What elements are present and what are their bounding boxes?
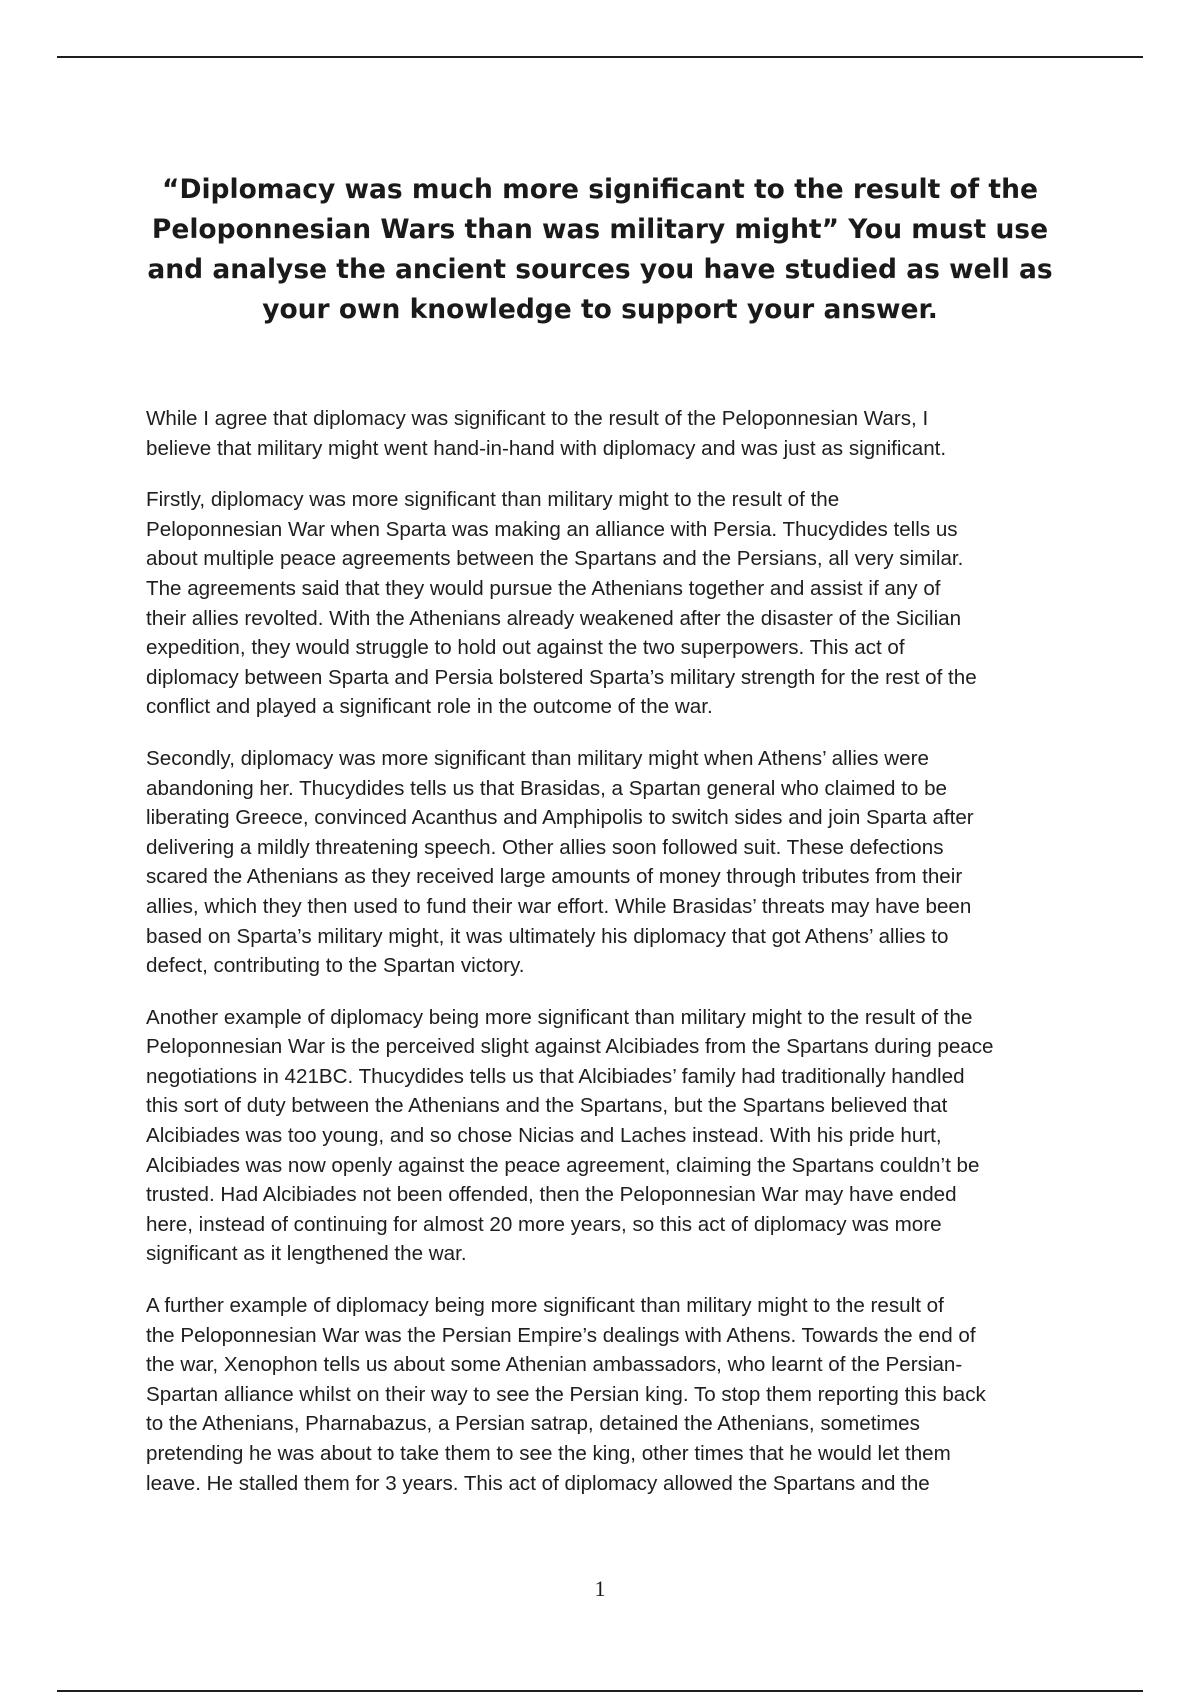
text-line: trusted. Had Alcibiades not been offended, then the Peloponnesian War may have ended xyxy=(146,1183,957,1207)
essay-title: “Diplomacy was much more significant to the result of the Peloponnesian Wars than was military might” You must use and analyse the ancient sources you have studied as well as your own knowledge to support your answer. xyxy=(147,174,1053,325)
paragraph-firstly xyxy=(146,485,1071,722)
text-line: Alcibiades was too young, and so chose Nicias and Laches instead. With his pride hurt, xyxy=(146,1124,942,1148)
text-line: here, instead of continuing for almost 20 more years, so this act of diplomacy was more xyxy=(146,1212,942,1236)
text-line: this sort of duty between the Athenians and the Spartans, but the Spartans believed that xyxy=(146,1094,948,1118)
text-line: conflict and played a significant role in the outcome of the war. xyxy=(146,695,713,719)
text-line: expedition, they would struggle to hold out against the two superpowers. This act of xyxy=(146,636,905,660)
text-line: delivering a mildly threatening speech. Other allies soon followed suit. These defections xyxy=(146,835,944,859)
text-line: A further example of diplomacy being more significant than military might to the result of xyxy=(146,1294,944,1318)
text-line: significant as it lengthened the war. xyxy=(146,1242,467,1266)
text-line: Another example of diplomacy being more significant than military might to the result of the xyxy=(146,1005,973,1029)
text-line: abandoning her. Thucydides tells us that Brasidas, a Spartan general who claimed to be xyxy=(146,776,947,800)
text-line: about multiple peace agreements between the Spartans and the Persians, all very similar. xyxy=(146,547,964,571)
text-line: their allies revolted. With the Athenians already weakened after the disaster of the Sicilian xyxy=(146,606,962,630)
text-line: leave. He stalled them for 3 years. This act of diplomacy allowed the Spartans and the xyxy=(146,1471,930,1495)
text-line: believe that military might went hand-in-hand with diplomacy and was just as significant. xyxy=(146,436,947,460)
text-line: The agreements said that they would pursue the Athenians together and assist if any of xyxy=(146,576,941,600)
text-line: Secondly, diplomacy was more significant than military might when Athens’ allies were xyxy=(146,746,929,770)
text-line: liberating Greece, convinced Acanthus and Amphipolis to switch sides and join Sparta after xyxy=(146,806,974,830)
text-line: defect, contributing to the Spartan victory. xyxy=(146,954,525,978)
essay-body xyxy=(146,404,1071,1520)
text-line: based on Sparta’s military might, it was ultimately his diplomacy that got Athens’ allies to xyxy=(146,924,949,948)
text-line: Peloponnesian War is the perceived slight against Alcibiades from the Spartans during peace xyxy=(146,1035,994,1059)
text-line: to the Athenians, Pharnabazus, a Persian satrap, detained the Athenians, sometimes xyxy=(146,1412,920,1436)
text-line: Firstly, diplomacy was more significant than military might to the result of the xyxy=(146,488,840,512)
text-line: the Peloponnesian War was the Persian Empire’s dealings with Athens. Towards the end of xyxy=(146,1323,976,1347)
text-line: While I agree that diplomacy was significant to the result of the Peloponnesian Wars, I xyxy=(146,407,929,430)
text-line: scared the Athenians as they received large amounts of money through tributes from their xyxy=(146,865,963,889)
text-line: negotiations in 421BC. Thucydides tells us that Alcibiades’ family had traditionally handled xyxy=(146,1064,965,1088)
text-line: Alcibiades was now openly against the peace agreement, claiming the Spartans couldn’t be xyxy=(146,1153,980,1177)
text-line: diplomacy between Sparta and Persia bolstered Sparta’s military strength for the rest of the xyxy=(146,665,977,689)
footer-rule xyxy=(57,1690,1143,1692)
paragraph-further-example xyxy=(146,1291,1071,1498)
text-line: the war, Xenophon tells us about some Athenian ambassadors, who learnt of the Persian- xyxy=(146,1353,963,1377)
text-line: allies, which they then used to fund their war effort. While Brasidas’ threats may have been xyxy=(146,894,972,918)
paragraph-intro xyxy=(146,404,1071,463)
text-line: Spartan alliance whilst on their way to see the Persian king. To stop them reporting this back xyxy=(146,1382,986,1406)
paragraph-secondly xyxy=(146,744,1071,981)
paragraph-another-example xyxy=(146,1003,1071,1269)
page-number: 1 xyxy=(594,1576,606,1601)
text-line: pretending he was about to take them to see the king, other times that he would let them xyxy=(146,1442,951,1465)
header-rule xyxy=(57,56,1143,58)
text-line: Peloponnesian War when Sparta was making an alliance with Persia. Thucydides tells us xyxy=(146,517,958,541)
